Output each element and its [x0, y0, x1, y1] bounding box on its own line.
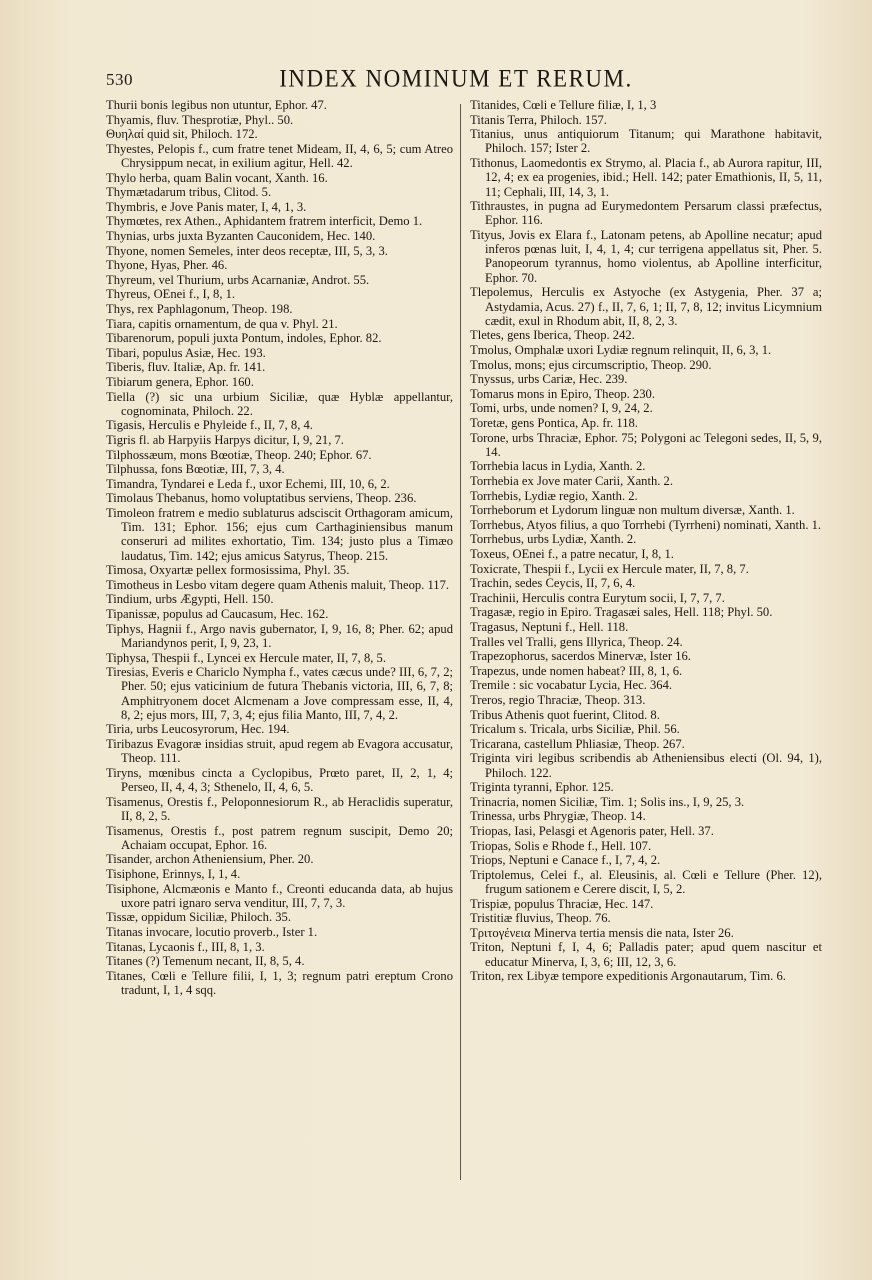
index-entry: Tigasis, Herculis e Phyleide f., II, 7, 8, 4.	[106, 418, 313, 433]
index-entry: Treros, regio Thraciæ, Theop. 313.	[470, 692, 646, 707]
index-entry: Tlepolemus, Herculis ex Astyoche (ex Astygenia, Pher. 37 a; Astydamia, Acus. 27) f., II, 7, 6, 1; II, 7, 8, 12; invitus Licymnium cædit, exul in Rhodum abit, II, 8, 2, 3.	[470, 285, 822, 328]
index-entry: Tricarana, castellum Phliasiæ, Theop. 267.	[470, 736, 685, 751]
index-entry: Torrhebia lacus in Lydia, Xanth. 2.	[470, 459, 646, 474]
running-title: INDEX NOMINUM ET RERUM.	[279, 64, 633, 92]
index-entry: Tissæ, oppidum Siciliæ, Philoch. 35.	[106, 910, 291, 925]
index-entry: Tisiphone, Erinnys, I, 1, 4.	[106, 867, 241, 881]
index-entry: Triops, Neptuni e Canace f., I, 7, 4, 2.	[470, 853, 661, 868]
index-entry: Tilphossæum, mons Bœotiæ, Theop. 240; Ephor. 67.	[106, 447, 372, 462]
index-entry: Tiara, capitis ornamentum, de qua v. Phyl. 21.	[106, 316, 338, 331]
index-entry: Triptolemus, Celei f., al. Eleusinis, al. Cœli e Tellure (Pher. 12), frugum sationem e Cerere discit, I, 5, 2.	[470, 867, 822, 896]
index-entry: Tipanissæ, populus ad Caucasum, Hec. 162.	[106, 607, 329, 622]
index-entry: Tiella (?) sic una urbium Siciliæ, quæ Hyblæ appellantur, cognominata, Philoch. 22.	[106, 389, 453, 418]
index-entry: Trinacria, nomen Siciliæ, Tim. 1; Solis ins., I, 9, 25, 3.	[470, 794, 745, 809]
index-entry: Tiryns, mœnibus cincta a Cyclopibus, Prœto paret, II, 2, 1, 4; Perseo, II, 4, 4, 3; Sthenelo, II, 4, 6, 5.	[106, 765, 453, 795]
index-entry: Tisamenus, Orestis f., Peloponnesiorum R., ab Heraclidis superatur, II, 8, 2, 5.	[106, 794, 453, 823]
index-entry: Tmolus, Omphalæ uxori Lydiæ regnum relinquit, II, 6, 3, 1.	[470, 343, 772, 357]
index-entry: Tletes, gens Iberica, Theop. 242.	[470, 328, 635, 343]
index-entry: Tnyssus, urbs Cariæ, Hec. 239.	[470, 372, 628, 387]
index-entry: Titanas, Lycaonis f., III, 8, 1, 3.	[106, 939, 265, 954]
index-entry: Tomi, urbs, unde nomen? I, 9, 24, 2.	[470, 401, 653, 416]
index-entry: Triginta tyranni, Ephor. 125.	[470, 780, 614, 795]
index-entry: Thymætadarum tribus, Clitod. 5.	[106, 185, 272, 200]
index-entry: Tiphys, Hagnii f., Argo navis gubernator, I, 9, 16, 8; Pher. 62; apud Mariandynos perit, I, 9, 23, 1.	[106, 621, 453, 650]
index-entry: Thyestes, Pelopis f., cum fratre tenet Mideam, II, 4, 6, 5; cum Atreo Chrysippum necat, in exilium agitur, Hell. 42.	[106, 141, 453, 171]
index-entry: Torrhebus, Atyos filius, a quo Torrhebi (Tyrrheni) nominati, Xanth. 1.	[470, 517, 822, 532]
index-entry: Thynias, urbs juxta Byzanten Cauconidem, Hec. 140.	[106, 229, 376, 243]
index-entry: Trapezus, unde nomen habeat? III, 8, 1, 6.	[470, 663, 683, 678]
index-entry: Tragasus, Neptuni f., Hell. 118.	[470, 619, 629, 634]
index-entry: Titanes (?) Temenum necant, II, 8, 5, 4.	[106, 954, 305, 969]
index-entry: Thymbris, e Jove Panis mater, I, 4, 1, 3.	[106, 199, 307, 214]
index-entry: Tityus, Jovis ex Elara f., Latonam petens, ab Apolline necatur; apud inferos pœnas luit, I, 4, 1, 4; cur terrigena appellatus sit, Pher. 5. Panopeorum tyrannus, homo violentus, ab Apolline interficitur, Ephor. 70.	[470, 227, 822, 285]
index-entry: Titanis Terra, Philoch. 157.	[470, 112, 607, 127]
index-entry: Θυηλαί quid sit, Philoch. 172.	[106, 127, 258, 142]
index-entry: Torrhebia ex Jove mater Carii, Xanth. 2.	[470, 474, 673, 488]
index-entry: Thurii bonis legibus non utuntur, Ephor. 47.	[106, 98, 327, 112]
page-number: 530	[106, 70, 133, 89]
index-entry: Tithraustes, in pugna ad Eurymedontem Persarum classi præfectus, Ephor. 116.	[470, 199, 822, 228]
index-entry: Tindium, urbs Ægypti, Hell. 150.	[106, 592, 274, 607]
index-entry: Torrheborum et Lydorum linguæ non multum diversæ, Xanth. 1.	[470, 503, 795, 518]
index-entry: Tibiarum genera, Ephor. 160.	[106, 374, 254, 389]
index-entry: Tricalum s. Tricala, urbs Siciliæ, Phil. 56.	[470, 722, 680, 737]
index-entry: Triopas, Iasi, Pelasgi et Agenoris pater, Hell. 37.	[470, 823, 714, 838]
index-entry: Tiribazus Evagoræ insidias struit, apud regem ab Evagora accusatur, Theop. 111.	[106, 737, 453, 766]
index-entry: Thyreum, vel Thurium, urbs Acarnaniæ, Androt. 55.	[106, 272, 370, 287]
index-entry: Tiresias, Everis e Chariclo Nympha f., vates cæcus unde? III, 6, 7, 2; Pher. 50; ejus vaticinium de futura Thebanis victoria, III, 6, 7, 8; Amphitryonem docet Alcmenam a Jove compressam esse, II, 4, 8, 2; ejus mors, III, 7, 3, 4; ejus filia Manto, III, 7, 4, 2.	[106, 665, 453, 722]
index-entry: Tisiphone, Alcmæonis e Manto f., Creonti educanda data, ab hujus uxore patri ignaro serva venditur, III, 7, 7, 3.	[106, 881, 453, 910]
index-entry: Titanius, unus antiquiorum Titanum; qui Marathone habitavit, Philoch. 157; Ister 2.	[470, 127, 822, 156]
index-entry: Tibari, populus Asiæ, Hec. 193.	[106, 345, 266, 360]
index-entry: Tiberis, fluv. Italiæ, Ap. fr. 141.	[106, 360, 266, 375]
index-entry: Triton, rex Libyæ tempore expeditionis Argonautarum, Tim. 6.	[470, 969, 786, 984]
right-index-column	[470, 98, 822, 984]
index-entry: Tiphysa, Thespii f., Lyncei ex Hercule mater, II, 7, 8, 5.	[106, 650, 386, 665]
index-entry: Titanas invocare, locutio proverb., Ister 1.	[106, 925, 318, 940]
index-entry: Tristitiæ fluvius, Theop. 76.	[470, 911, 611, 926]
index-entry: Tmolus, mons; ejus circumscriptio, Theop. 290.	[470, 357, 712, 372]
index-entry: Tragasæ, regio in Epiro. Tragasæi sales, Hell. 118; Phyl. 50.	[470, 605, 773, 620]
index-entry: Tremile : sic vocabatur Lycia, Hec. 364.	[470, 678, 673, 693]
index-entry: Trapezophorus, sacerdos Minervæ, Ister 16.	[470, 649, 691, 664]
index-entry: Toretæ, gens Pontica, Ap. fr. 118.	[470, 415, 638, 430]
index-entry: Thylo herba, quam Balin vocant, Xanth. 16.	[106, 170, 328, 185]
index-entry: Thymœtes, rex Athen., Aphidantem fratrem interficit, Demo 1.	[106, 214, 423, 229]
index-entry: Torone, urbs Thraciæ, Ephor. 75; Polygoni ac Telegoni sedes, II, 5, 9, 14.	[470, 430, 822, 459]
index-entry: Tilphussa, fons Bœotiæ, III, 7, 3, 4.	[106, 462, 285, 477]
index-entry: Trispiæ, populus Thraciæ, Hec. 147.	[470, 896, 654, 911]
index-entry: Trachin, sedes Ceycis, II, 7, 6, 4.	[470, 576, 636, 591]
index-entry: Thyamis, fluv. Thesprotiæ, Phyl.. 50.	[106, 112, 294, 127]
page-header	[106, 66, 806, 94]
index-entry: Tithonus, Laomedontis ex Strymo, al. Placia f., ab Aurora rapitur, III, 12, 4; ex ea progenies, ibid.; Hell. 142; pater Emathionis, II, 5, 11, 11; Cephali, III, 14, 3, 1.	[470, 156, 822, 199]
index-entry: Toxicrate, Thespii f., Lycii ex Hercule mater, II, 7, 8, 7.	[470, 561, 749, 576]
left-index-column	[106, 98, 453, 998]
index-entry: Thyone, Hyas, Pher. 46.	[106, 258, 228, 273]
index-entry: Tralles vel Tralli, gens Illyrica, Theop. 24.	[470, 634, 683, 649]
index-entry: Trinessa, urbs Phrygiæ, Theop. 14.	[470, 809, 646, 824]
column-divider	[460, 104, 461, 1180]
index-entry: Triopas, Solis e Rhode f., Hell. 107.	[470, 838, 652, 853]
index-entry: Timandra, Tyndarei e Leda f., uxor Echemi, III, 10, 6, 2.	[106, 476, 390, 491]
index-entry: Titanides, Cœli e Tellure filiæ, I, 1, 3	[470, 98, 657, 112]
index-entry: Tomarus mons in Epiro, Theop. 230.	[470, 386, 655, 401]
index-entry: Thyone, nomen Semeles, inter deos receptæ, III, 5, 3, 3.	[106, 243, 388, 258]
index-entry: Tisander, archon Atheniensium, Pher. 20.	[106, 852, 314, 867]
index-entry: Triginta viri legibus scribendis ab Atheniensibus electi (Ol. 94, 1), Philoch. 122.	[470, 751, 822, 780]
index-entry: Thyreus, OEnei f., I, 8, 1.	[106, 287, 236, 302]
index-entry: Toxeus, OEnei f., a patre necatur, I, 8, 1.	[470, 546, 674, 561]
index-entry: Timoleon fratrem e medio sublaturus adsciscit Orthagoram amicum, Tim. 131; Ephor. 156; ejus cum Carthaginiensibus manum conseruri ad milites exhortatio, Tim. 134; justo plus a Timæo laudatus, Tim. 142; ejus amicus Satyrus, Theop. 215.	[106, 505, 453, 563]
index-entry: Torrhebis, Lydiæ regio, Xanth. 2.	[470, 488, 638, 503]
index-entry: Tigris fl. ab Harpyiis Harpys dicitur, I, 9, 21, 7.	[106, 432, 344, 447]
index-entry: Timosa, Oxyartæ pellex formosissima, Phyl. 35.	[106, 563, 350, 578]
index-entry: Timotheus in Lesbo vitam degere quam Athenis maluit, Theop. 117.	[106, 577, 450, 592]
index-entry: Tiria, urbs Leucosyrorum, Hec. 194.	[106, 722, 290, 737]
index-entry: Tisamenus, Orestis f., post patrem regnum suscipit, Demo 20; Achaiam occupat, Ephor. 16.	[106, 823, 453, 852]
index-entry: Trachinii, Herculis contra Eurytum socii, I, 7, 7, 7.	[470, 590, 725, 605]
index-entry: Tribus Athenis quot fuerint, Clitod. 8.	[470, 707, 660, 722]
index-entry: Torrhebus, urbs Lydiæ, Xanth. 2.	[470, 532, 637, 547]
index-entry: Tibarenorum, populi juxta Pontum, indoles, Ephor. 82.	[106, 331, 382, 346]
index-entry: Timolaus Thebanus, homo voluptatibus serviens, Theop. 236.	[106, 491, 417, 506]
index-entry: Triton, Neptuni f, I, 4, 6; Palladis pater; apud quem nascitur et educatur Minerva, I, 3, 6; III, 12, 3, 6.	[470, 940, 822, 969]
index-entry: Thys, rex Paphlagonum, Theop. 198.	[106, 301, 293, 316]
index-entry: Titanes, Cœli e Tellure filii, I, 1, 3; regnum patri ereptum Crono tradunt, I, 1, 4 sqq.	[106, 968, 453, 998]
index-entry: Τριτογένεια Minerva tertia mensis die nata, Ister 26.	[470, 925, 734, 940]
